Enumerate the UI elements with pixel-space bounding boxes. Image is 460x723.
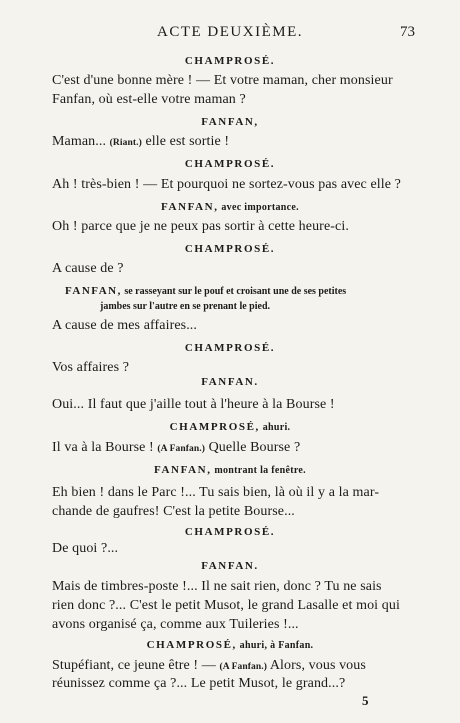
stage-direction: (A Fanfan.) [219,662,267,672]
signature-mark: 5 [362,693,369,708]
speaker-with-direction [65,285,346,297]
speaker-name: FANFAN, [161,201,219,213]
dialogue-line: De quoi ?... [52,541,119,556]
speaker-name: FANFAN. [201,560,259,572]
page-header [0,24,460,44]
speaker-with-direction [0,639,460,651]
dialogue-line [52,658,366,674]
stage-direction: (A Fanfan.) [157,444,205,454]
dialogue-text-segment: Alors, vous vous [267,658,366,673]
stage-direction: se rasseyant sur le pouf et croisant une de ses petites [121,286,347,297]
speaker-with-direction [0,421,460,433]
stage-direction: avec importance. [218,202,299,213]
speaker-with-direction [0,201,460,213]
stage-direction: (Riant.) [109,138,142,148]
stage-direction: jambes sur l'autre en se prenant le pied. [100,301,271,312]
running-head: ACTE DEUXIÈME. [157,24,303,40]
dialogue-line: Eh bien ! dans le Parc !... Tu sais bien, là où il y a la mar- [52,485,380,500]
speaker-name: CHAMPROSÉ. [184,55,276,67]
speaker-name: FANFAN. [201,376,259,388]
speaker-with-direction [0,464,460,476]
dialogue-text-segment: Maman... [52,134,110,149]
dialogue-text-segment: elle est sortie ! [141,134,230,149]
dialogue-line: Oh ! parce que je ne peux pas sortir à cette heure-ci. [52,219,349,234]
speaker-name: FANFAN, [201,116,259,128]
dialogue-line: Fanfan, où est-elle votre maman ? [52,92,246,107]
dialogue-line: Ah ! très-bien ! — Et pourquoi ne sortez-vous pas avec elle ? [52,177,401,192]
speaker-name: CHAMPROSÉ. [184,526,276,538]
dialogue-text-segment: Stupéfiant, ce jeune être ! — [52,658,220,673]
dialogue-line: réunissez comme ça ?... Le petit Musot, le grand...? [52,676,346,691]
speaker-name: FANFAN, [65,285,122,297]
dialogue-line: Oui... Il faut que j'aille tout à l'heure à la Bourse ! [52,397,335,412]
dialogue-line: A cause de mes affaires... [52,318,198,333]
speaker-name: FANFAN, [154,464,212,476]
dialogue-text-segment: Quelle Bourse ? [204,440,301,455]
speaker-name: CHAMPROSÉ, [146,639,237,651]
dialogue-line: Vos affaires ? [52,360,130,375]
dialogue-text-segment: Il va à la Bourse ! [52,440,158,455]
dialogue-line: Mais de timbres-poste !... Il ne sait rien, donc ? Tu ne sais [52,579,382,594]
dialogue-line [52,134,229,150]
stage-direction: ahuri. [259,422,291,433]
stage-direction: ahuri, à Fanfan. [236,640,314,651]
dialogue-line: avons organisé ça, comme aux Tuileries !... [52,617,299,632]
page-number: 73 [400,24,415,40]
dialogue-line [52,440,300,456]
speaker-name: CHAMPROSÉ. [184,342,276,354]
dialogue-line: chande de gaufres! C'est la petite Bourse... [52,504,295,519]
dialogue-line: rien donc ?... C'est le petit Musot, le grand Lasalle et moi qui [52,598,400,613]
dialogue-line: A cause de ? [52,261,124,276]
dialogue-line: C'est d'une bonne mère ! — Et votre maman, cher monsieur [52,73,393,88]
speaker-name: CHAMPROSÉ. [184,243,276,255]
stage-direction: montrant la fenêtre. [211,465,306,476]
speaker-name: CHAMPROSÉ. [184,158,276,170]
speaker-name: CHAMPROSÉ, [169,421,260,433]
